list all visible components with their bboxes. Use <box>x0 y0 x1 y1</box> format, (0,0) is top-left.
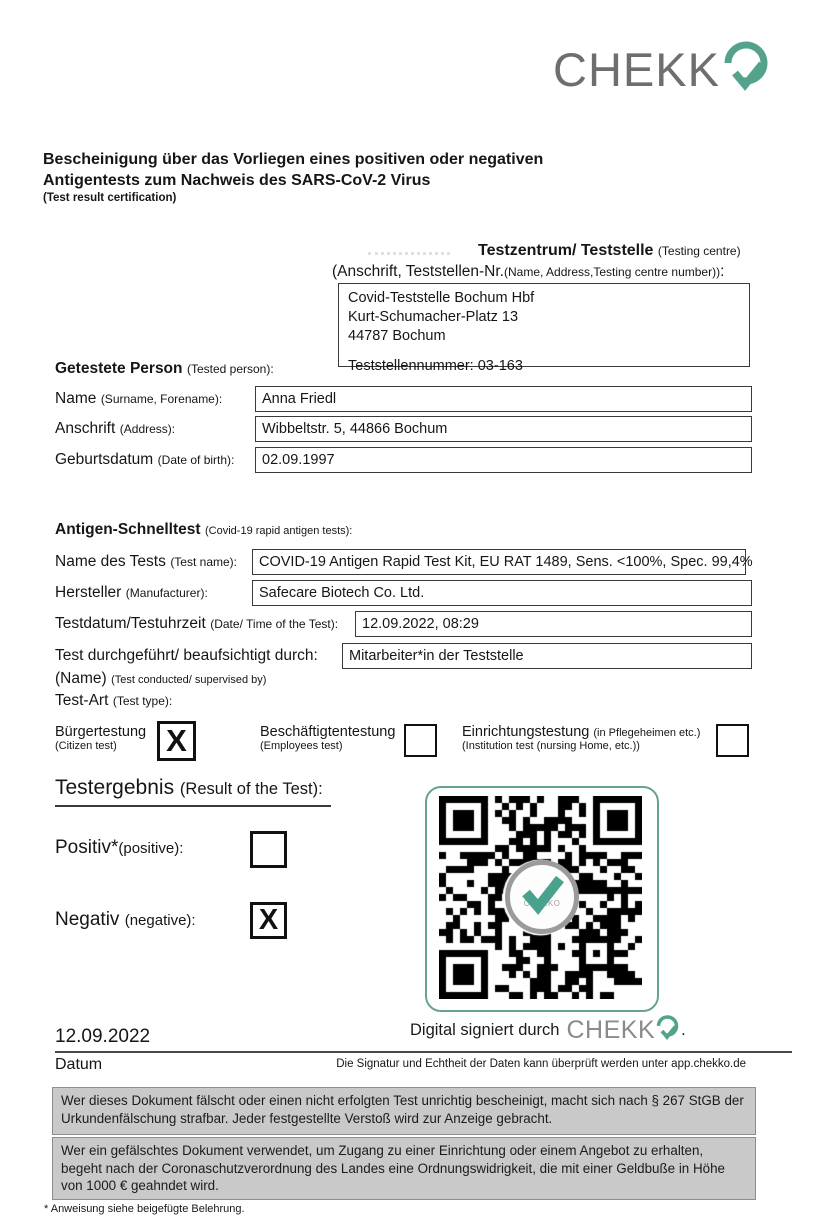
digital-signature-line: Digital signiert durch CHEKK . <box>410 1013 686 1048</box>
date-label: Datum <box>55 1056 103 1073</box>
employees-test-checkbox <box>404 724 437 757</box>
centre-address-line-2: Kurt-Schumacher-Platz 13 <box>348 309 519 325</box>
chekko-wordmark: CHEKK <box>553 43 720 96</box>
result-heading: Testergebnis (Result of the Test): <box>55 776 331 807</box>
centre-address-line-3: 44787 Bochum <box>348 328 446 344</box>
institution-test-checkbox <box>716 724 749 757</box>
title-line-2: Antigentests zum Nachweis des SARS-CoV-2 Virus <box>43 172 431 189</box>
centre-address-line-1: Covid-Teststelle Bochum Hbf <box>348 290 535 306</box>
test-name-field: COVID-19 Antigen Rapid Test Kit, EU RAT 1489, Sens. <100%, Spec. 99,4% <box>252 549 746 575</box>
name-field: Anna Friedl <box>255 386 752 412</box>
conducted-by-field: Mitarbeiter*in der Teststelle <box>342 643 752 669</box>
testing-centre-heading: Testzentrum/ Teststelle (Testing centre) <box>478 242 741 259</box>
chekko-o-check-icon <box>721 38 773 101</box>
legal-paragraph-1: Wer dieses Dokument fälscht oder einen nicht erfolgten Test unrichtig bescheinigt, macht sich nach § 267 StGB der Urkundenfälschung strafbar. Jeder festgestellte Verstoß wird zur Anzeige gebracht. <box>52 1087 756 1135</box>
test-datetime-label: Testdatum/Testuhrzeit (Date/ Time of the Test): <box>55 615 339 632</box>
test-datetime-field: 12.09.2022, 08:29 <box>355 611 752 637</box>
address-field: Wibbeltstr. 5, 44866 Bochum <box>255 416 752 442</box>
name-label: Name (Surname, Forename): <box>55 390 223 407</box>
verification-note: Die Signatur und Echtheit der Daten kann überprüft werden unter app.chekko.de <box>336 1058 746 1070</box>
legal-paragraph-2: Wer ein gefälschtes Dokument verwendet, um Zugang zu einer Einrichtung oder einem Angebot zu erhalten, begeht nach der Coronaschutzverordnung des Landes eine Ordnungswidrigkeit, die mit einer Geldbuße in Höhe von 1000 € geahndet wird. <box>52 1137 756 1200</box>
scan-artifact <box>368 252 450 255</box>
qr-check-icon <box>516 867 568 919</box>
address-label: Anschrift (Address): <box>55 420 176 437</box>
footnote: * Anweisung siehe beigefügte Belehrung. <box>44 1203 245 1215</box>
antigen-test-heading: Antigen-Schnelltest (Covid-19 rapid antigen tests): <box>55 521 353 538</box>
manufacturer-label: Hersteller (Manufacturer): <box>55 584 208 601</box>
test-type-institution: Einrichtungstestung (in Pflegeheimen etc.) (Institution test (nursing Home, etc.)) <box>462 724 701 752</box>
qr-badge-label: CHEKKO <box>523 899 561 908</box>
dob-field: 02.09.1997 <box>255 447 752 473</box>
centre-number: Teststellennummer: 03-163 <box>348 358 523 374</box>
conducted-by-sublabel: (Name) (Test conducted/ supervised by) <box>55 670 267 687</box>
test-type-employees: Beschäftigtentestung (Employees test) <box>260 724 396 752</box>
qr-center-badge <box>505 860 579 934</box>
chekko-logo <box>553 38 773 101</box>
qr-panel <box>425 786 659 1012</box>
test-name-label: Name des Tests (Test name): <box>55 553 237 570</box>
negative-label: Negativ (negative): <box>55 909 196 930</box>
title-subtitle: (Test result certification) <box>43 192 177 204</box>
testing-centre-subheading: (Anschrift, Teststellen-Nr.(Name, Address,Testing centre number)): <box>332 263 725 280</box>
conducted-by-label: Test durchgeführt/ beaufsichtigt durch: <box>55 647 318 664</box>
test-type-label: Test-Art (Test type): <box>55 692 173 709</box>
manufacturer-field: Safecare Biotech Co. Ltd. <box>252 580 752 606</box>
signature-date: 12.09.2022 <box>55 1026 151 1047</box>
test-type-citizen: Bürgertestung (Citizen test) <box>55 724 147 752</box>
tested-person-heading: Getestete Person (Tested person): <box>55 360 274 377</box>
testing-centre-address-box <box>338 283 750 374</box>
document-title <box>43 149 543 205</box>
positive-checkbox <box>250 831 287 868</box>
signature-chekko-logo: CHEKK <box>566 1013 681 1048</box>
signature-rule <box>55 1051 792 1053</box>
negative-checkbox: X <box>250 902 287 939</box>
signature-chekko-o-check-icon <box>655 1013 681 1048</box>
dob-label: Geburtsdatum (Date of birth): <box>55 451 235 468</box>
positive-label: Positiv*(positive): <box>55 837 184 858</box>
citizen-test-checkbox: X <box>157 721 196 761</box>
title-line-1: Bescheinigung über das Vorliegen eines positiven oder negativen <box>43 151 544 168</box>
